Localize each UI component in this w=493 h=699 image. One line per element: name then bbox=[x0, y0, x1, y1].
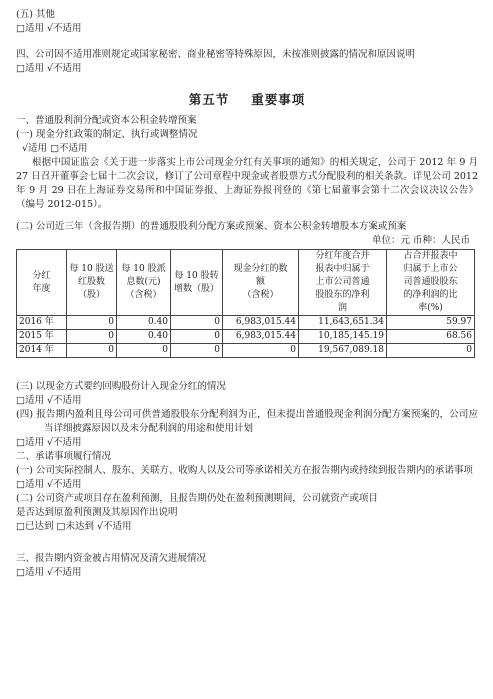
cell-dividend: 0.40 bbox=[117, 316, 171, 330]
dividend-policy-paragraph: 根据中国证监会《关于进一步落实上市公司现金分红有关事项的通知》的相关规定，公司于 2012 年 9 月 27 日召开董事会七届十二次会议，修订了公司章程中现金或者股票方式分配股利的相关条款。详见公司 2012 年 9 月 29 日在上海证券交易所和中国证券报、上海证券报刊登的《第七届董事会第十二次会议决议公告》（编号 2012-015）。 bbox=[16, 157, 478, 210]
item4-option: □适用 √不适用 bbox=[16, 63, 82, 74]
cell-bonus: 0 bbox=[67, 330, 117, 344]
document-page bbox=[16, 8, 478, 580]
dividend-table bbox=[16, 249, 475, 358]
item5-title: (五) 其他 bbox=[16, 9, 55, 20]
item5-option: □适用 √不适用 bbox=[16, 23, 82, 34]
currency-unit: 单位：元 币种：人民币 bbox=[371, 235, 470, 246]
header-year: 分红 年度 bbox=[17, 250, 67, 316]
cell-dividend: 0 bbox=[117, 344, 171, 358]
cell-transfer: 0 bbox=[171, 316, 223, 330]
cell-year: 2016 年 bbox=[17, 316, 67, 330]
heading-2-2-line2: 是否达到原盈利预测及其原因作出说明 bbox=[16, 507, 178, 518]
header-transfer-shares: 每 10 股转 增数（股） bbox=[171, 250, 223, 316]
cell-cash: 0 bbox=[223, 344, 299, 358]
cell-cash: 6,983,015.44 bbox=[223, 330, 299, 344]
heading-3: 三、报告期内资金被占用情况及清欠进展情况 bbox=[16, 553, 207, 564]
cell-profit: 19,567,089.18 bbox=[299, 344, 387, 358]
cell-year: 2014 年 bbox=[17, 344, 67, 358]
cell-year: 2015 年 bbox=[17, 330, 67, 344]
cell-profit: 11,643,651.34 bbox=[299, 316, 387, 330]
table-row bbox=[17, 344, 475, 358]
cell-ratio: 0 bbox=[387, 344, 475, 358]
item4-title: 四、公司因不适用准则规定或国家秘密、商业秘密等特殊原因，未按准则披露的情况和原因说明 bbox=[16, 49, 416, 60]
table-header-row bbox=[17, 250, 475, 316]
heading-1-3: (三) 以现金方式要约回购股份计入现金分红的情况 bbox=[16, 381, 226, 392]
heading-1: 一、普通股利润分配或资本公积金转增预案 bbox=[16, 115, 197, 126]
cell-ratio: 68.56 bbox=[387, 330, 475, 344]
cell-transfer: 0 bbox=[171, 330, 223, 344]
table-row bbox=[17, 330, 475, 344]
heading-2-2-line1: (二) 公司资产或项目存在盈利预测，且报告期仍处在盈利预测期间，公司就资产或项目 bbox=[16, 493, 378, 504]
cell-dividend: 0.40 bbox=[117, 330, 171, 344]
header-bonus-shares: 每 10 股送 红股数 （股） bbox=[67, 250, 117, 316]
heading-2-2-option: □已达到 □未达到 √不适用 bbox=[16, 521, 132, 532]
cell-ratio: 59.97 bbox=[387, 316, 475, 330]
cell-bonus: 0 bbox=[67, 344, 117, 358]
section-heading bbox=[16, 90, 478, 108]
heading-1-4-option: □适用 √不适用 bbox=[16, 437, 82, 448]
header-ratio: 占合并报表中 归属于上市公 司普通股股东 的净利润的比 率(%) bbox=[387, 250, 475, 316]
heading-1-1: (一) 现金分红政策的制定、执行或调整情况 bbox=[16, 129, 198, 140]
cell-transfer: 0 bbox=[171, 344, 223, 358]
heading-3-option: □适用 √不适用 bbox=[16, 567, 82, 578]
section-label: 第五节 bbox=[188, 92, 230, 107]
cell-bonus: 0 bbox=[67, 316, 117, 330]
cell-cash: 6,983,015.44 bbox=[223, 316, 299, 330]
heading-1-4: (四) 报告期内盈利且母公司可供普通股股东分配利润为正，但未提出普通股现金利润分配方案预案的，公司应当详细披露原因以及未分配利润的用途和使用计划 bbox=[16, 409, 478, 434]
header-cash-dividend: 现金分红的数 额 （含税） bbox=[223, 250, 299, 316]
header-dividend-per-10: 每 10 股派 息数(元) （含税） bbox=[117, 250, 171, 316]
heading-1-2: (二) 公司近三年（含报告期）的普通股股利分配方案或预案、资本公积金转增股本方案或预案 bbox=[16, 221, 407, 232]
table-row bbox=[17, 316, 475, 330]
heading-1-3-option: □适用 √不适用 bbox=[16, 395, 82, 406]
heading-2-1-option: □适用 √不适用 bbox=[16, 479, 82, 490]
heading-2-1: (一) 公司实际控制人、股东、关联方、收购人以及公司等承诺相关方在报告期内或持续到报告期内的承诺事项 bbox=[16, 465, 473, 476]
heading-2: 二、承诺事项履行情况 bbox=[16, 451, 112, 462]
heading-1-1-option: √适用 □不适用 bbox=[22, 143, 88, 154]
cell-profit: 10,185,145.19 bbox=[299, 330, 387, 344]
header-net-profit: 分红年度合并 报表中归属于 上市公司普通 股股东的净利 润 bbox=[299, 250, 387, 316]
section-title: 重要事项 bbox=[251, 92, 306, 107]
